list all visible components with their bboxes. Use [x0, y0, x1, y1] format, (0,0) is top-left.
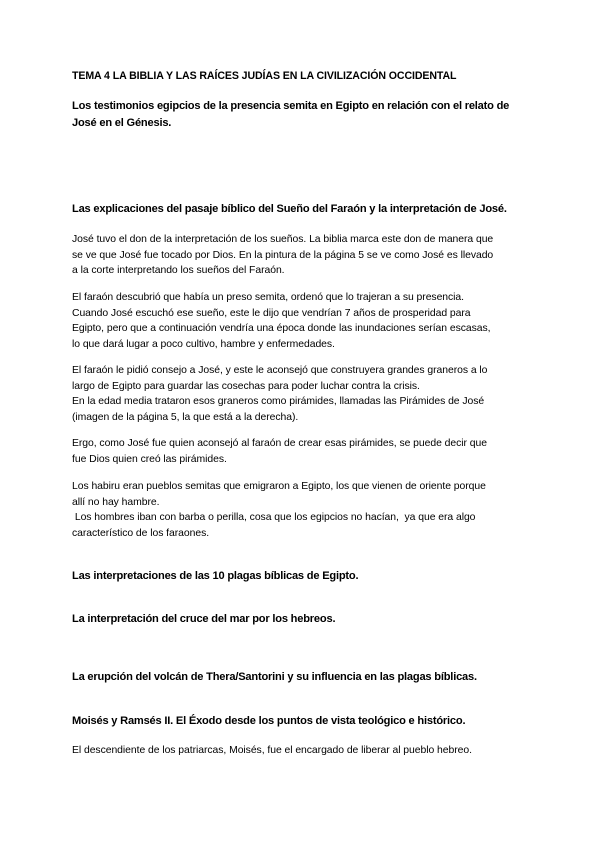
text-line: Los hombres iban con barba o perilla, cosa que los egipcios no hacían, ya que era algo: [72, 512, 476, 523]
document-title: TEMA 4 LA BIBLIA Y LAS RAÍCES JUDÍAS EN LA CIVILIZACIÓN OCCIDENTAL: [72, 70, 457, 82]
text-line: allí no hay hambre.: [72, 496, 160, 508]
text-line: Cuando José escuchó ese sueño, este le dijo que vendrían 7 años de prosperidad para: [72, 307, 471, 319]
paragraph-habiru: [72, 479, 542, 541]
text-line: característico de los faraones.: [72, 527, 210, 539]
text-line: Ergo, como José fue quien aconsejó al faraón de crear esas pirámides, se puede decir que: [72, 438, 487, 449]
text-line: José tuvo el don de la interpretación de los sueños. La biblia marca este don de manera que: [72, 234, 494, 245]
section-heading-pharaoh-dream: Las explicaciones del pasaje bíblico del Sueño del Faraón y la interpretación de José.: [72, 203, 507, 215]
section-heading-ten-plagues: Las interpretaciones de las 10 plagas bíblicas de Egipto.: [72, 570, 359, 582]
text-line: lo que dará lugar a poco cultivo, hambre y enfermedades.: [72, 338, 335, 350]
paragraph-joseph-gift: [72, 232, 542, 279]
paragraph-pharaoh-prisoner: [72, 290, 542, 352]
text-line: En la edad media trataron esos graneros como pirámides, llamadas las Pirámides de José: [72, 396, 485, 407]
text-line: (imagen de la página 5, la que está a la derecha).: [72, 411, 299, 423]
paragraph-ergo-pyramids: [72, 436, 542, 467]
section-heading-egyptian-testimonies: [72, 98, 542, 132]
text-line: a la corte interpretando los sueños del Faraón.: [72, 265, 285, 276]
text-line: fue Dios quien creó las pirámides.: [72, 453, 227, 465]
heading-line: José en el Génesis.: [72, 117, 172, 129]
section-heading-moses-ramses: Moisés y Ramsés II. El Éxodo desde los puntos de vista teológico e histórico.: [72, 715, 466, 727]
text-line: se ve que José fue tocado por Dios. En la pintura de la página 5 se ve como José es llevado: [72, 249, 494, 261]
paragraph-moses: El descendiente de los patriarcas, Moisés, fue el encargado de liberar al pueblo hebreo.: [72, 745, 472, 756]
heading-line: Los testimonios egipcios de la presencia semita en Egipto en relación con el relato de: [72, 100, 510, 112]
text-line: El faraón descubrió que había un preso semita, ordenó que lo trajeran a su presencia.: [72, 292, 465, 303]
text-line: Los habiru eran pueblos semitas que emigraron a Egipto, los que vienen de oriente porque: [72, 481, 486, 492]
text-line: El faraón le pidió consejo a José, y este le aconsejó que construyera grandes graneros a lo: [72, 365, 488, 376]
text-line: Egipto, pero que a continuación vendría una época donde las inundaciones serían escasas,: [72, 323, 491, 334]
section-heading-thera-eruption: La erupción del volcán de Thera/Santorini y su influencia en las plagas bíblicas.: [72, 671, 477, 683]
text-line: largo de Egipto para guardar las cosechas para poder luchar contra la crisis.: [72, 380, 420, 392]
section-heading-sea-crossing: La interpretación del cruce del mar por los hebreos.: [72, 613, 336, 625]
paragraph-granaries: [72, 363, 542, 425]
